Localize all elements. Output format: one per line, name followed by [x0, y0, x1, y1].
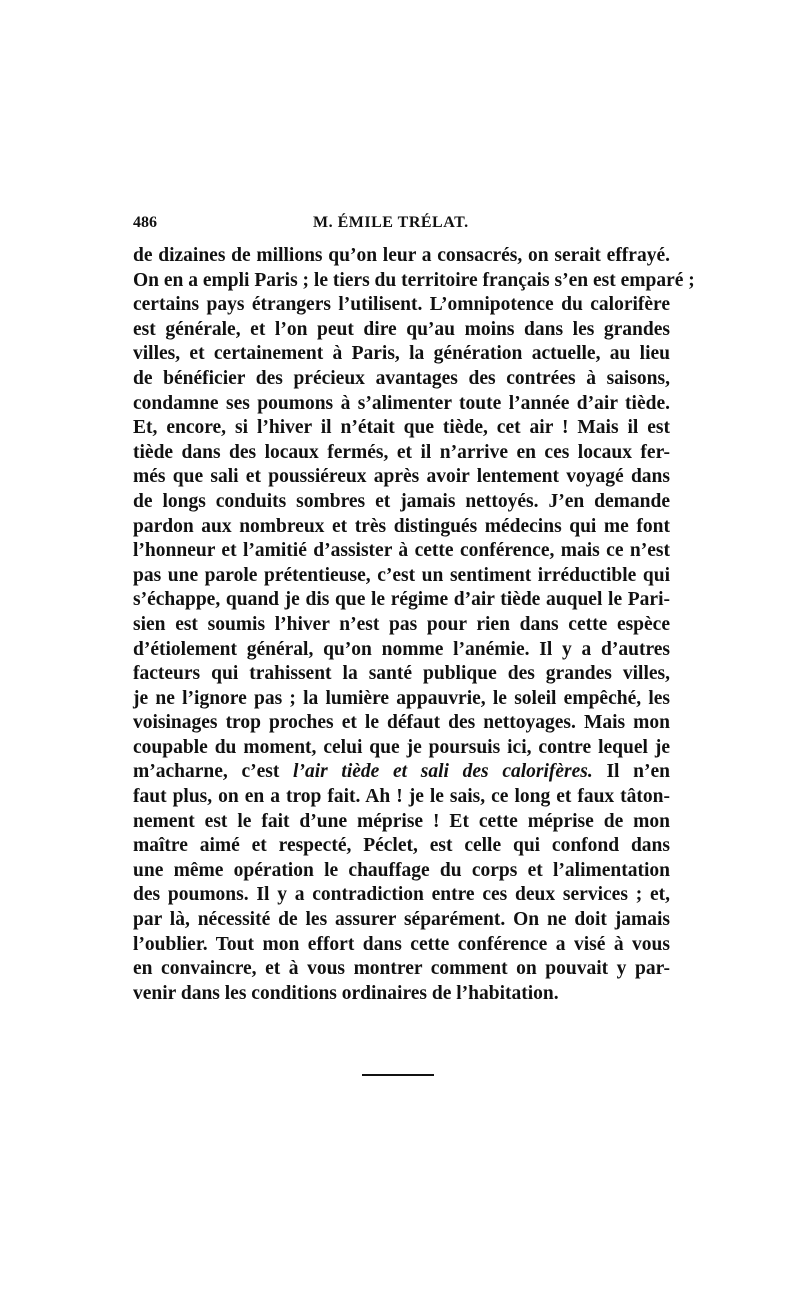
text-run: Il n’en — [592, 761, 670, 783]
text-line: villes, et certainement à Paris, la génération actuelle, au lieu — [133, 343, 670, 365]
text-line: tiède dans des locaux fermés, et il n’arrive en ces locaux fer- — [133, 441, 670, 463]
text-line: coupable du moment, celui que je poursuis ici, contre lequel je — [133, 736, 670, 758]
text-line: sien est soumis l’hiver n’est pas pour rien dans cette espèce — [133, 613, 670, 635]
text-line: Et, encore, si l’hiver il n’était que tiède, cet air ! Mais il est — [133, 417, 670, 439]
text-line: On en a empli Paris ; le tiers du territoire français s’en est emparé ; — [133, 269, 695, 291]
text-line-final: venir dans les conditions ordinaires de l’habitation. — [133, 982, 559, 1004]
text-line: faut plus, on en a trop fait. Ah ! je le sais, ce long et faux tâton- — [133, 786, 670, 808]
text-line: més que sali et poussiéreux après avoir lentement voyagé dans — [133, 466, 670, 488]
page-number: 486 — [133, 214, 157, 231]
text-line: l’oublier. Tout mon effort dans cette conférence a visé à vous — [133, 933, 670, 955]
text-line: de dizaines de millions qu’on leur a consacrés, on serait effrayé. — [133, 245, 670, 266]
text-run: m’acharne, c’est — [133, 761, 294, 783]
text-line: certains pays étrangers l’utilisent. L’omnipotence du calorifère — [133, 294, 670, 316]
text-line: je ne l’ignore pas ; la lumière appauvrie, le soleil empêché, les — [133, 687, 670, 709]
text-line: en convaincre, et à vous montrer comment on pouvait y par- — [133, 958, 670, 980]
text-line: maître aimé et respecté, Péclet, est celle qui confond dans — [133, 835, 670, 857]
text-line: de longs conduits sombres et jamais nettoyés. J’en demande — [133, 490, 670, 512]
text-line: condamne ses poumons à s’alimenter toute l’année d’air tiède. — [133, 392, 670, 414]
text-line: d’étiolement général, qu’on nomme l’anémie. Il y a d’autres — [133, 638, 670, 660]
text-line: de bénéficier des précieux avantages des contrées à saisons, — [133, 367, 670, 389]
text-line: nement est le fait d’une méprise ! Et cette méprise de mon — [133, 810, 670, 832]
running-title: M. ÉMILE TRÉLAT. — [313, 214, 469, 231]
text-line: par là, nécessité de les assurer séparément. On ne doit jamais — [133, 909, 670, 931]
text-line: des poumons. Il y a contradiction entre ces deux services ; et, — [133, 884, 670, 906]
section-end-rule — [362, 1074, 434, 1076]
text-line: pas une parole prétentieuse, c’est un sentiment irréductible qui — [133, 564, 670, 586]
text-line: est générale, et l’on peut dire qu’au moins dans les grandes — [133, 318, 670, 340]
text-line: s’échappe, quand je dis que le régime d’air tiède auquel le Pari- — [133, 589, 670, 611]
text-line: pardon aux nombreux et très distingués médecins qui me font — [133, 515, 670, 537]
body-text — [133, 244, 695, 1006]
italic-phrase: l’air tiède et sali des calorifères. — [293, 761, 593, 783]
text-line-with-italic — [133, 760, 670, 785]
running-head — [133, 214, 670, 238]
text-line: voisinages trop proches et le défaut des nettoyages. Mais mon — [133, 712, 670, 734]
text-line: facteurs qui trahissent la santé publique des grandes villes, — [133, 663, 670, 685]
text-line: une même opération le chauffage du corps et l’alimentation — [133, 859, 670, 881]
text-line: l’honneur et l’amitié d’assister à cette conférence, mais ce n’est — [133, 540, 670, 562]
